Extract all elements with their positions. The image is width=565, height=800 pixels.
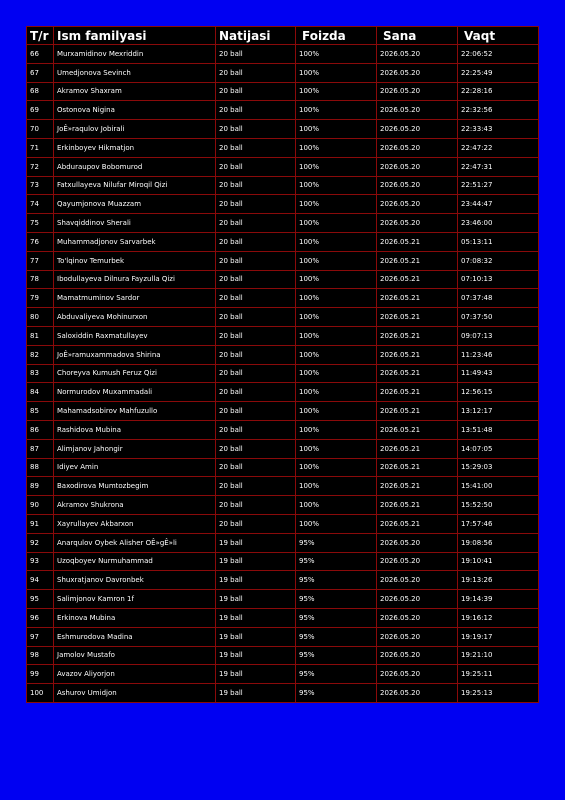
table-row [27, 552, 539, 571]
header-time: Vaqt [458, 27, 539, 45]
table-row [27, 571, 539, 590]
row-number-cell: 90 [27, 496, 54, 515]
row-number-cell: 86 [27, 420, 54, 439]
row-time-cell: 13:12:17 [458, 402, 539, 421]
row-time-cell: 22:28:16 [458, 82, 539, 101]
row-date-cell: 2026.05.21 [377, 458, 458, 477]
table-header-row [27, 27, 539, 45]
table-row [27, 420, 539, 439]
table-row [27, 214, 539, 233]
row-name-cell: Mamatmuminov Sardor [54, 289, 216, 308]
table-row [27, 514, 539, 533]
table-row [27, 45, 539, 64]
row-number-cell: 88 [27, 458, 54, 477]
header-number: T/r [27, 27, 54, 45]
row-percent-cell: 95% [296, 627, 377, 646]
row-result-cell: 20 ball [216, 326, 296, 345]
table-row [27, 270, 539, 289]
table-row [27, 646, 539, 665]
row-percent-cell: 100% [296, 232, 377, 251]
row-result-cell: 20 ball [216, 402, 296, 421]
row-time-cell: 19:13:26 [458, 571, 539, 590]
row-result-cell: 19 ball [216, 571, 296, 590]
row-time-cell: 22:25:49 [458, 63, 539, 82]
row-time-cell: 11:23:46 [458, 345, 539, 364]
row-time-cell: 19:19:17 [458, 627, 539, 646]
row-date-cell: 2026.05.20 [377, 101, 458, 120]
row-time-cell: 22:33:43 [458, 120, 539, 139]
row-result-cell: 20 ball [216, 345, 296, 364]
table-row [27, 176, 539, 195]
row-result-cell: 19 ball [216, 608, 296, 627]
row-time-cell: 22:06:52 [458, 45, 539, 64]
row-number-cell: 99 [27, 665, 54, 684]
row-name-cell: Eshmurodova Madina [54, 627, 216, 646]
row-result-cell: 19 ball [216, 533, 296, 552]
table-row [27, 289, 539, 308]
row-number-cell: 76 [27, 232, 54, 251]
row-name-cell: Murxamidinov Mexriddin [54, 45, 216, 64]
table-row [27, 232, 539, 251]
row-percent-cell: 100% [296, 101, 377, 120]
table-row [27, 665, 539, 684]
row-percent-cell: 100% [296, 270, 377, 289]
row-number-cell: 89 [27, 477, 54, 496]
row-result-cell: 19 ball [216, 646, 296, 665]
row-name-cell: Mahamadsobirov Mahfuzullo [54, 402, 216, 421]
row-date-cell: 2026.05.20 [377, 552, 458, 571]
row-time-cell: 05:13:11 [458, 232, 539, 251]
row-number-cell: 68 [27, 82, 54, 101]
row-result-cell: 20 ball [216, 270, 296, 289]
row-time-cell: 07:37:50 [458, 308, 539, 327]
row-number-cell: 69 [27, 101, 54, 120]
row-time-cell: 15:29:03 [458, 458, 539, 477]
row-number-cell: 95 [27, 590, 54, 609]
row-number-cell: 71 [27, 138, 54, 157]
row-date-cell: 2026.05.20 [377, 590, 458, 609]
row-number-cell: 84 [27, 383, 54, 402]
row-number-cell: 87 [27, 439, 54, 458]
row-date-cell: 2026.05.20 [377, 45, 458, 64]
row-result-cell: 20 ball [216, 439, 296, 458]
table-body [27, 45, 539, 703]
row-time-cell: 19:25:11 [458, 665, 539, 684]
row-number-cell: 96 [27, 608, 54, 627]
row-percent-cell: 100% [296, 251, 377, 270]
row-date-cell: 2026.05.20 [377, 120, 458, 139]
row-name-cell: Jamolov Mustafo [54, 646, 216, 665]
row-percent-cell: 100% [296, 157, 377, 176]
row-time-cell: 19:21:10 [458, 646, 539, 665]
header-name: Ism familyasi [54, 27, 216, 45]
row-result-cell: 20 ball [216, 45, 296, 64]
row-percent-cell: 100% [296, 326, 377, 345]
row-name-cell: Ibodullayeva Dilnura Fayzulla Qizi [54, 270, 216, 289]
row-result-cell: 20 ball [216, 251, 296, 270]
row-percent-cell: 100% [296, 496, 377, 515]
row-date-cell: 2026.05.20 [377, 684, 458, 703]
row-date-cell: 2026.05.21 [377, 251, 458, 270]
row-number-cell: 81 [27, 326, 54, 345]
row-date-cell: 2026.05.20 [377, 665, 458, 684]
table-row [27, 101, 539, 120]
row-date-cell: 2026.05.21 [377, 364, 458, 383]
table-row [27, 120, 539, 139]
row-time-cell: 22:51:27 [458, 176, 539, 195]
row-number-cell: 83 [27, 364, 54, 383]
row-time-cell: 12:56:15 [458, 383, 539, 402]
row-percent-cell: 100% [296, 514, 377, 533]
row-result-cell: 20 ball [216, 308, 296, 327]
row-time-cell: 11:49:43 [458, 364, 539, 383]
row-percent-cell: 95% [296, 533, 377, 552]
row-time-cell: 22:47:31 [458, 157, 539, 176]
row-result-cell: 20 ball [216, 214, 296, 233]
row-percent-cell: 100% [296, 138, 377, 157]
row-date-cell: 2026.05.21 [377, 420, 458, 439]
row-number-cell: 85 [27, 402, 54, 421]
row-date-cell: 2026.05.20 [377, 571, 458, 590]
row-result-cell: 20 ball [216, 176, 296, 195]
table-row [27, 82, 539, 101]
row-name-cell: Choreyva Kumush Feruz Qizi [54, 364, 216, 383]
row-date-cell: 2026.05.20 [377, 627, 458, 646]
row-result-cell: 19 ball [216, 627, 296, 646]
row-name-cell: JoÊ»ramuxammadova Shirina [54, 345, 216, 364]
row-percent-cell: 100% [296, 120, 377, 139]
row-percent-cell: 95% [296, 608, 377, 627]
row-date-cell: 2026.05.21 [377, 345, 458, 364]
row-date-cell: 2026.05.20 [377, 82, 458, 101]
row-date-cell: 2026.05.21 [377, 308, 458, 327]
row-time-cell: 23:46:00 [458, 214, 539, 233]
row-number-cell: 92 [27, 533, 54, 552]
table-row [27, 364, 539, 383]
row-name-cell: Abduraupov Bobomurod [54, 157, 216, 176]
table-row [27, 383, 539, 402]
row-percent-cell: 100% [296, 345, 377, 364]
row-date-cell: 2026.05.21 [377, 326, 458, 345]
row-date-cell: 2026.05.20 [377, 138, 458, 157]
table-row [27, 627, 539, 646]
row-name-cell: Rashidova Mubina [54, 420, 216, 439]
row-date-cell: 2026.05.20 [377, 608, 458, 627]
row-percent-cell: 100% [296, 195, 377, 214]
row-name-cell: Alimjanov Jahongir [54, 439, 216, 458]
row-date-cell: 2026.05.21 [377, 477, 458, 496]
row-result-cell: 20 ball [216, 383, 296, 402]
row-date-cell: 2026.05.20 [377, 646, 458, 665]
table-row [27, 345, 539, 364]
row-number-cell: 98 [27, 646, 54, 665]
row-result-cell: 20 ball [216, 232, 296, 251]
row-result-cell: 20 ball [216, 364, 296, 383]
row-number-cell: 100 [27, 684, 54, 703]
row-time-cell: 13:51:48 [458, 420, 539, 439]
row-number-cell: 93 [27, 552, 54, 571]
row-result-cell: 19 ball [216, 552, 296, 571]
row-name-cell: To'lqinov Temurbek [54, 251, 216, 270]
row-result-cell: 20 ball [216, 195, 296, 214]
row-name-cell: Akramov Shaxram [54, 82, 216, 101]
table-row [27, 533, 539, 552]
row-percent-cell: 100% [296, 214, 377, 233]
row-time-cell: 19:16:12 [458, 608, 539, 627]
row-name-cell: Idiyev Amin [54, 458, 216, 477]
row-percent-cell: 95% [296, 646, 377, 665]
row-name-cell: Abduvaliyeva Mohinurxon [54, 308, 216, 327]
row-percent-cell: 100% [296, 63, 377, 82]
row-time-cell: 07:10:13 [458, 270, 539, 289]
row-number-cell: 70 [27, 120, 54, 139]
row-name-cell: Xayrullayev Akbarxon [54, 514, 216, 533]
row-name-cell: Normurodov Muxammadali [54, 383, 216, 402]
row-number-cell: 94 [27, 571, 54, 590]
row-name-cell: JoÊ»raqulov Jobirali [54, 120, 216, 139]
row-percent-cell: 100% [296, 383, 377, 402]
row-name-cell: Baxodirova Mumtozbegim [54, 477, 216, 496]
row-result-cell: 20 ball [216, 157, 296, 176]
row-percent-cell: 100% [296, 439, 377, 458]
row-name-cell: Avazov Aliyorjon [54, 665, 216, 684]
row-number-cell: 74 [27, 195, 54, 214]
row-number-cell: 72 [27, 157, 54, 176]
row-percent-cell: 95% [296, 684, 377, 703]
row-time-cell: 22:32:56 [458, 101, 539, 120]
row-time-cell: 22:47:22 [458, 138, 539, 157]
row-date-cell: 2026.05.20 [377, 63, 458, 82]
table-row [27, 477, 539, 496]
row-name-cell: Umedjonova Sevinch [54, 63, 216, 82]
row-result-cell: 19 ball [216, 684, 296, 703]
table-row [27, 608, 539, 627]
row-name-cell: Salimjonov Kamron 1f [54, 590, 216, 609]
row-name-cell: Erkinova Mubina [54, 608, 216, 627]
row-result-cell: 20 ball [216, 496, 296, 515]
row-result-cell: 19 ball [216, 590, 296, 609]
row-time-cell: 07:37:48 [458, 289, 539, 308]
row-number-cell: 77 [27, 251, 54, 270]
row-result-cell: 20 ball [216, 458, 296, 477]
row-percent-cell: 95% [296, 590, 377, 609]
table-row [27, 195, 539, 214]
row-name-cell: Shavqiddinov Sherali [54, 214, 216, 233]
row-name-cell: Anarqulov Oybek Alisher OÊ»gÊ»li [54, 533, 216, 552]
table-row [27, 63, 539, 82]
row-name-cell: Uzoqboyev Nurmuhammad [54, 552, 216, 571]
row-time-cell: 17:57:46 [458, 514, 539, 533]
table-row [27, 326, 539, 345]
row-time-cell: 07:08:32 [458, 251, 539, 270]
row-date-cell: 2026.05.21 [377, 270, 458, 289]
row-time-cell: 19:14:39 [458, 590, 539, 609]
row-name-cell: Shuxratjanov Davronbek [54, 571, 216, 590]
row-result-cell: 20 ball [216, 120, 296, 139]
row-date-cell: 2026.05.21 [377, 232, 458, 251]
row-number-cell: 80 [27, 308, 54, 327]
row-percent-cell: 100% [296, 308, 377, 327]
row-percent-cell: 100% [296, 82, 377, 101]
table-row [27, 590, 539, 609]
table-row [27, 138, 539, 157]
row-result-cell: 20 ball [216, 289, 296, 308]
table-row [27, 157, 539, 176]
table-row [27, 458, 539, 477]
row-result-cell: 20 ball [216, 63, 296, 82]
row-result-cell: 20 ball [216, 420, 296, 439]
row-percent-cell: 100% [296, 176, 377, 195]
row-number-cell: 66 [27, 45, 54, 64]
row-number-cell: 67 [27, 63, 54, 82]
row-time-cell: 15:41:00 [458, 477, 539, 496]
row-percent-cell: 100% [296, 458, 377, 477]
table-row [27, 439, 539, 458]
row-number-cell: 82 [27, 345, 54, 364]
row-percent-cell: 100% [296, 420, 377, 439]
row-time-cell: 15:52:50 [458, 496, 539, 515]
row-percent-cell: 100% [296, 364, 377, 383]
header-date: Sana [377, 27, 458, 45]
row-date-cell: 2026.05.20 [377, 533, 458, 552]
table-row [27, 251, 539, 270]
table-row [27, 402, 539, 421]
row-percent-cell: 95% [296, 552, 377, 571]
row-name-cell: Erkinboyev Hikmatjon [54, 138, 216, 157]
row-number-cell: 75 [27, 214, 54, 233]
row-percent-cell: 100% [296, 45, 377, 64]
row-time-cell: 19:08:56 [458, 533, 539, 552]
row-name-cell: Ostonova Nigina [54, 101, 216, 120]
row-number-cell: 79 [27, 289, 54, 308]
row-result-cell: 20 ball [216, 101, 296, 120]
row-result-cell: 19 ball [216, 665, 296, 684]
results-table [26, 26, 539, 703]
row-result-cell: 20 ball [216, 138, 296, 157]
row-date-cell: 2026.05.21 [377, 383, 458, 402]
row-result-cell: 20 ball [216, 82, 296, 101]
row-number-cell: 91 [27, 514, 54, 533]
row-time-cell: 19:10:41 [458, 552, 539, 571]
row-name-cell: Akramov Shukrona [54, 496, 216, 515]
header-result: Natijasi [216, 27, 296, 45]
row-date-cell: 2026.05.21 [377, 496, 458, 515]
row-percent-cell: 95% [296, 571, 377, 590]
row-name-cell: Fatxullayeva Nilufar Miroqil Qizi [54, 176, 216, 195]
header-percent: Foizda [296, 27, 377, 45]
row-time-cell: 23:44:47 [458, 195, 539, 214]
row-result-cell: 20 ball [216, 514, 296, 533]
row-percent-cell: 100% [296, 289, 377, 308]
table-row [27, 496, 539, 515]
row-name-cell: Saloxiddin Raxmatullayev [54, 326, 216, 345]
table-row [27, 308, 539, 327]
results-sheet [26, 26, 538, 703]
row-date-cell: 2026.05.21 [377, 514, 458, 533]
row-name-cell: Qayumjonova Muazzam [54, 195, 216, 214]
row-name-cell: Ashurov Umidjon [54, 684, 216, 703]
row-percent-cell: 95% [296, 665, 377, 684]
row-percent-cell: 100% [296, 402, 377, 421]
row-date-cell: 2026.05.20 [377, 214, 458, 233]
row-date-cell: 2026.05.20 [377, 176, 458, 195]
row-number-cell: 78 [27, 270, 54, 289]
row-result-cell: 20 ball [216, 477, 296, 496]
row-date-cell: 2026.05.21 [377, 402, 458, 421]
table-row [27, 684, 539, 703]
row-number-cell: 97 [27, 627, 54, 646]
row-time-cell: 09:07:13 [458, 326, 539, 345]
row-date-cell: 2026.05.20 [377, 195, 458, 214]
row-date-cell: 2026.05.20 [377, 157, 458, 176]
row-date-cell: 2026.05.21 [377, 289, 458, 308]
row-number-cell: 73 [27, 176, 54, 195]
row-percent-cell: 100% [296, 477, 377, 496]
row-time-cell: 19:25:13 [458, 684, 539, 703]
row-time-cell: 14:07:05 [458, 439, 539, 458]
row-name-cell: Muhammadjonov Sarvarbek [54, 232, 216, 251]
row-date-cell: 2026.05.21 [377, 439, 458, 458]
